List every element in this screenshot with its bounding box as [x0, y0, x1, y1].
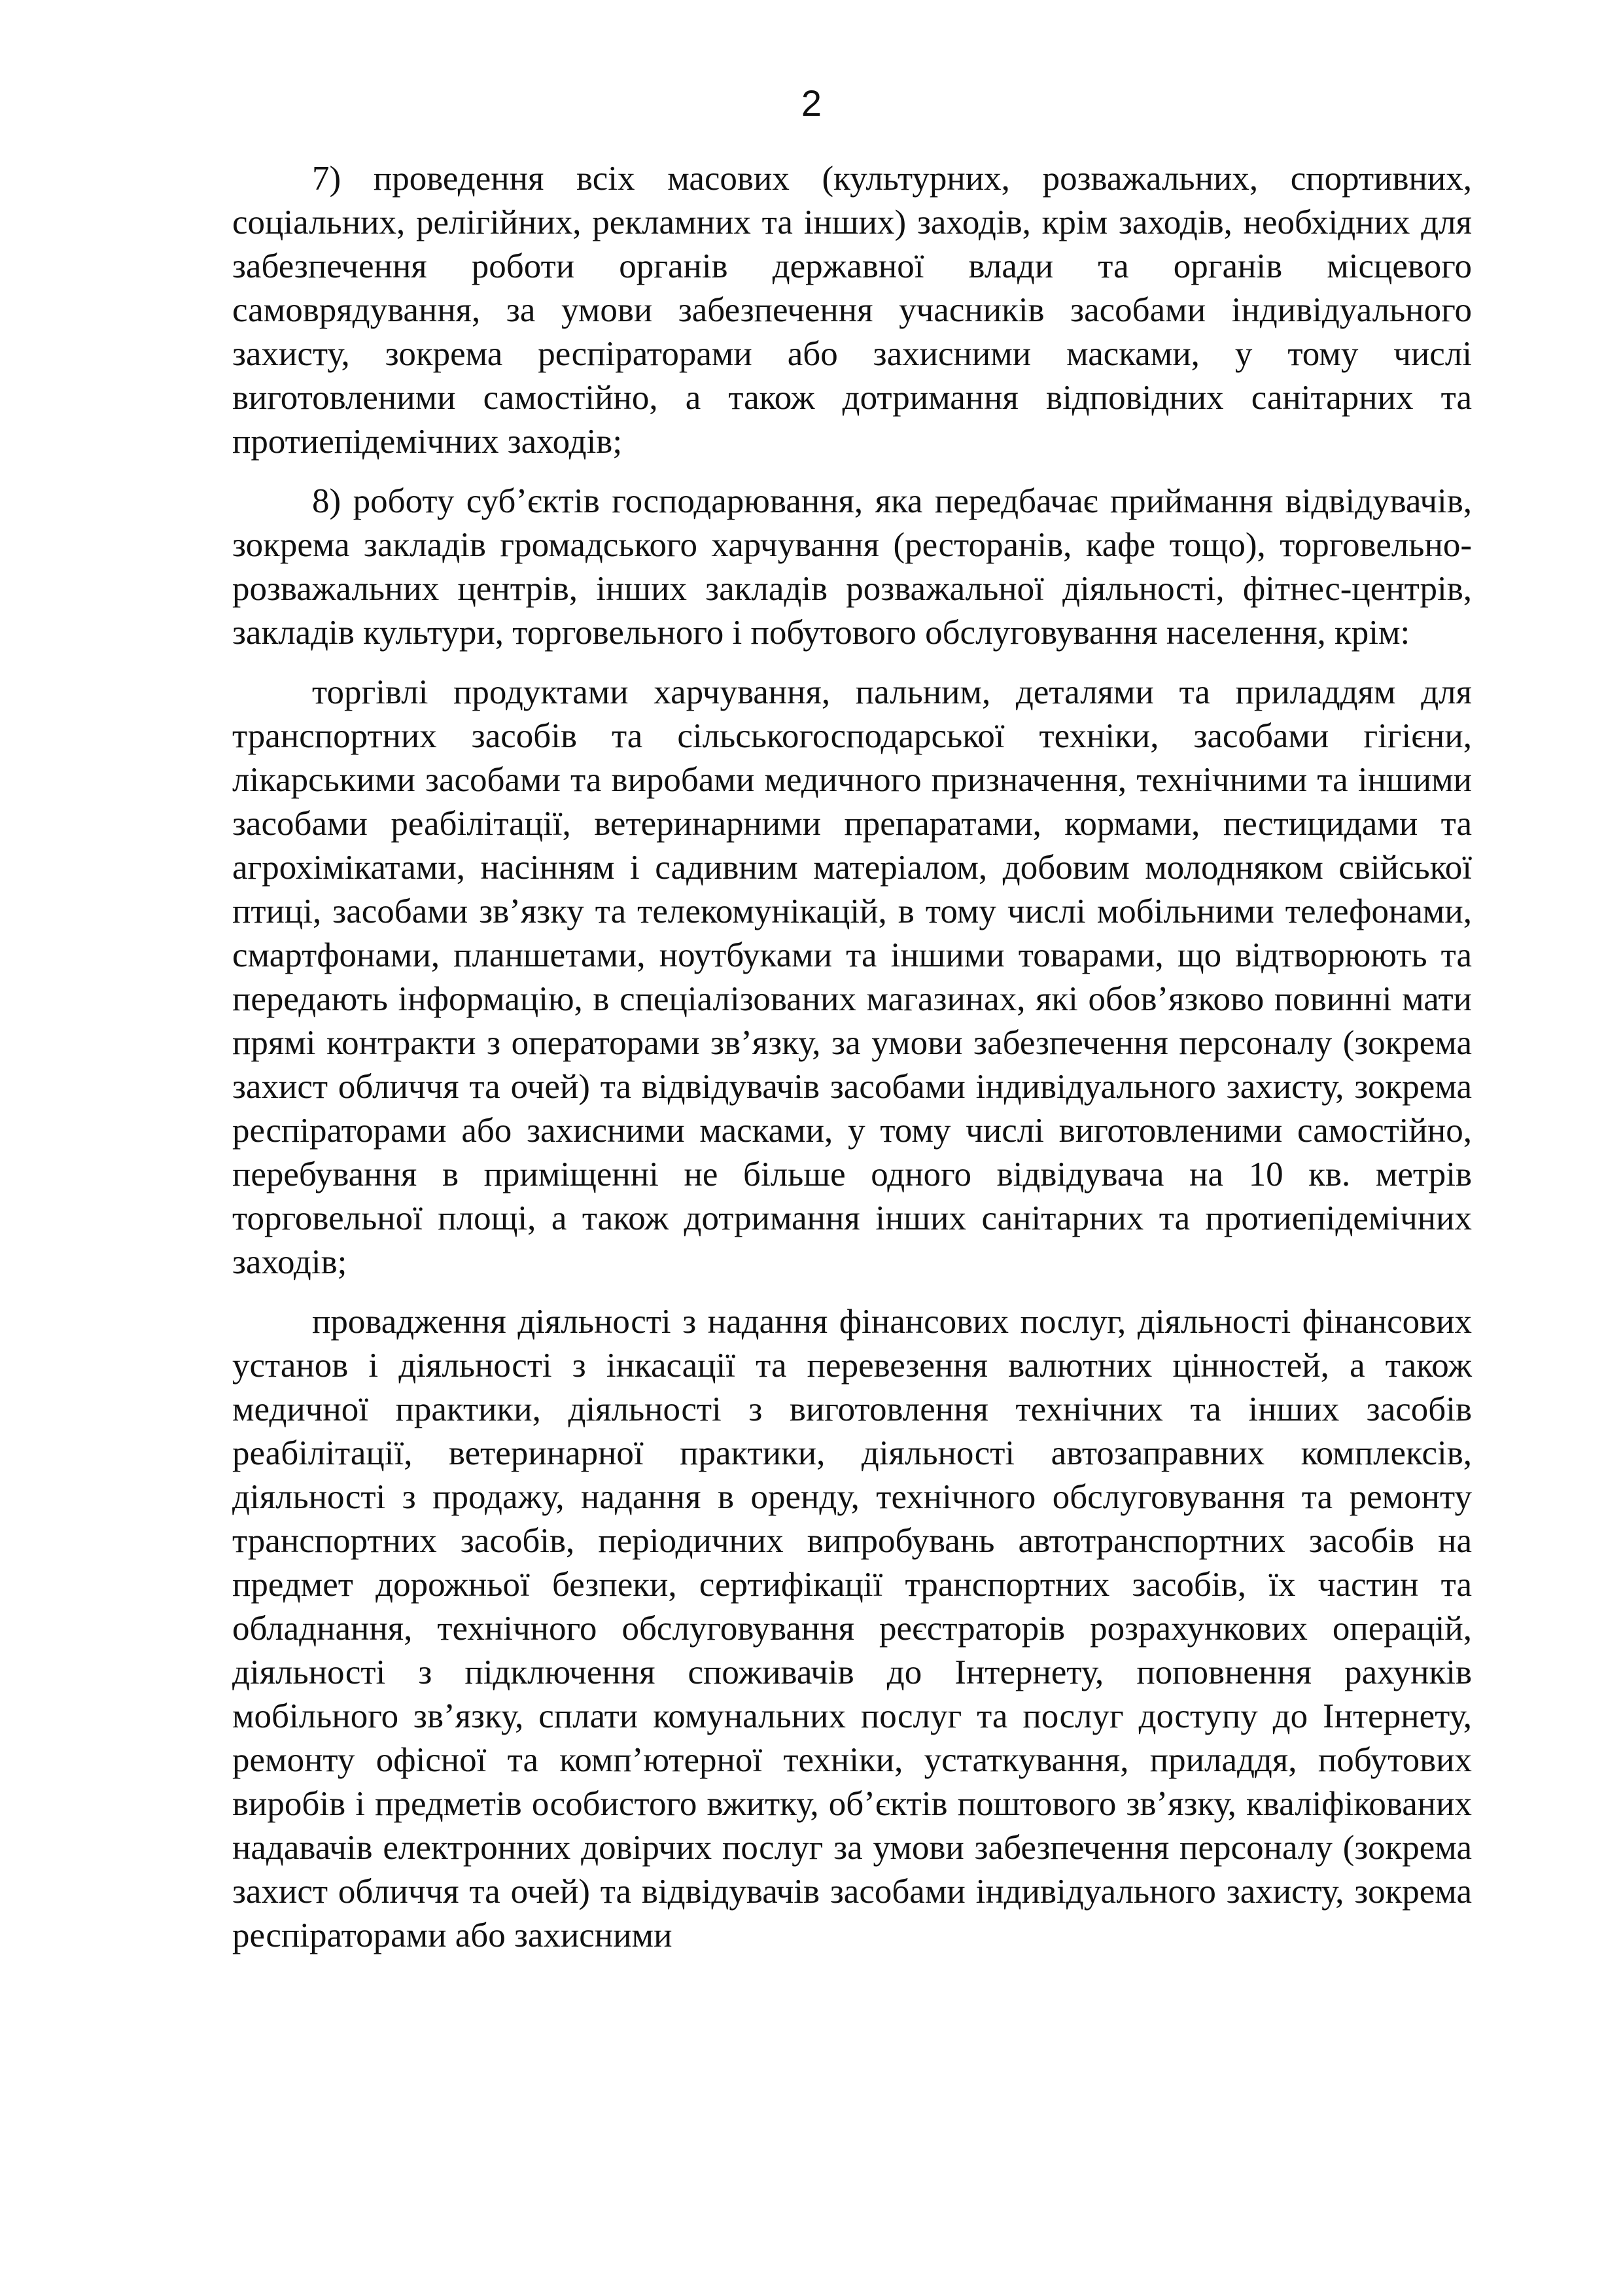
page-number: 2: [801, 82, 822, 124]
paragraph-service-exceptions: провадження діяльності з надання фінансових послуг, діяльності фінансових установ і діяльності з інкасації та перевезення валютних цінностей, а також медичної практики, діяльності з виготовлення технічних та інших засобів реабілітації, ветеринарної практики, діяльності автозаправних комплексів, діяльності з продажу, надання в оренду, технічного обслуговування та ремонту транспортних засобів, періодичних випробувань автотранспортних засобів на предмет дорожньої безпеки, сертифікації транспортних засобів, їх частин та обладнання, технічного обслуговування реєстраторів розрахункових операцій, діяльності з підключення споживачів до Інтернету, поповнення рахунків мобільного зв’язку, сплати комунальних послуг та послуг доступу до Інтернету, ремонту офісної та комп’ютерної техніки, устаткування, приладдя, побутових виробів і предметів особистого вжитку, об’єктів поштового зв’язку, кваліфікованих надавачів електронних довірчих послуг за умови забезпечення персоналу (зокрема захист обличчя та очей) та відвідувачів засобами індивідуального захисту, зокрема респіраторами або захисними: [232, 1303, 1472, 1954]
paragraph-trade-exceptions: торгівлі продуктами харчування, пальним, деталями та приладдям для транспортних засобів та сільськогосподарської техніки, засобами гігієни, лікарськими засобами та виробами медичного призначення, технічними та іншими засобами реабілітації, ветеринарними препаратами, кормами, пестицидами та агрохімікатами, насінням і садивним матеріалом, добовим молодняком свійської птиці, засобами зв’язку та телекомунікацій, в тому числі мобільними телефонами, смартфонами, планшетами, ноутбуками та іншими товарами, що відтворюють та передають інформацію, в спеціалізованих магазинах, які обов’язково повинні мати прямі контракти з операторами зв’язку, за умови забезпечення персоналу (зокрема захист обличчя та очей) та відвідувачів засобами індивідуального захисту, зокрема респіраторами або захисними масками, у тому числі виготовленими самостійно, перебування в приміщенні не більше одного відвідувача на 10 кв. метрів торговельної площі, а також дотримання інших санітарних та протиепідемічних заходів;: [232, 673, 1472, 1281]
paragraph-item-7: 7) проведення всіх масових (культурних, розважальних, спортивних, соціальних, релігійних, рекламних та інших) заходів, крім заходів, необхідних для забезпечення роботи органів державної влади та органів місцевого самоврядування, за умови забезпечення учасників засобами індивідуального захисту, зокрема респіраторами або захисними масками, у тому числі виготовленими самостійно, а також дотримання відповідних санітарних та протиепідемічних заходів;: [232, 160, 1472, 461]
paragraph-item-8: 8) роботу суб’єктів господарювання, яка передбачає приймання відвідувачів, зокрема закладів громадського харчування (ресторанів, кафе тощо), торговельно-розважальних центрів, інших закладів розважальної діяльності, фітнес-центрів, закладів культури, торговельного і побутового обслуговування населення, крім:: [232, 482, 1472, 652]
document-body: [232, 157, 1472, 1973]
